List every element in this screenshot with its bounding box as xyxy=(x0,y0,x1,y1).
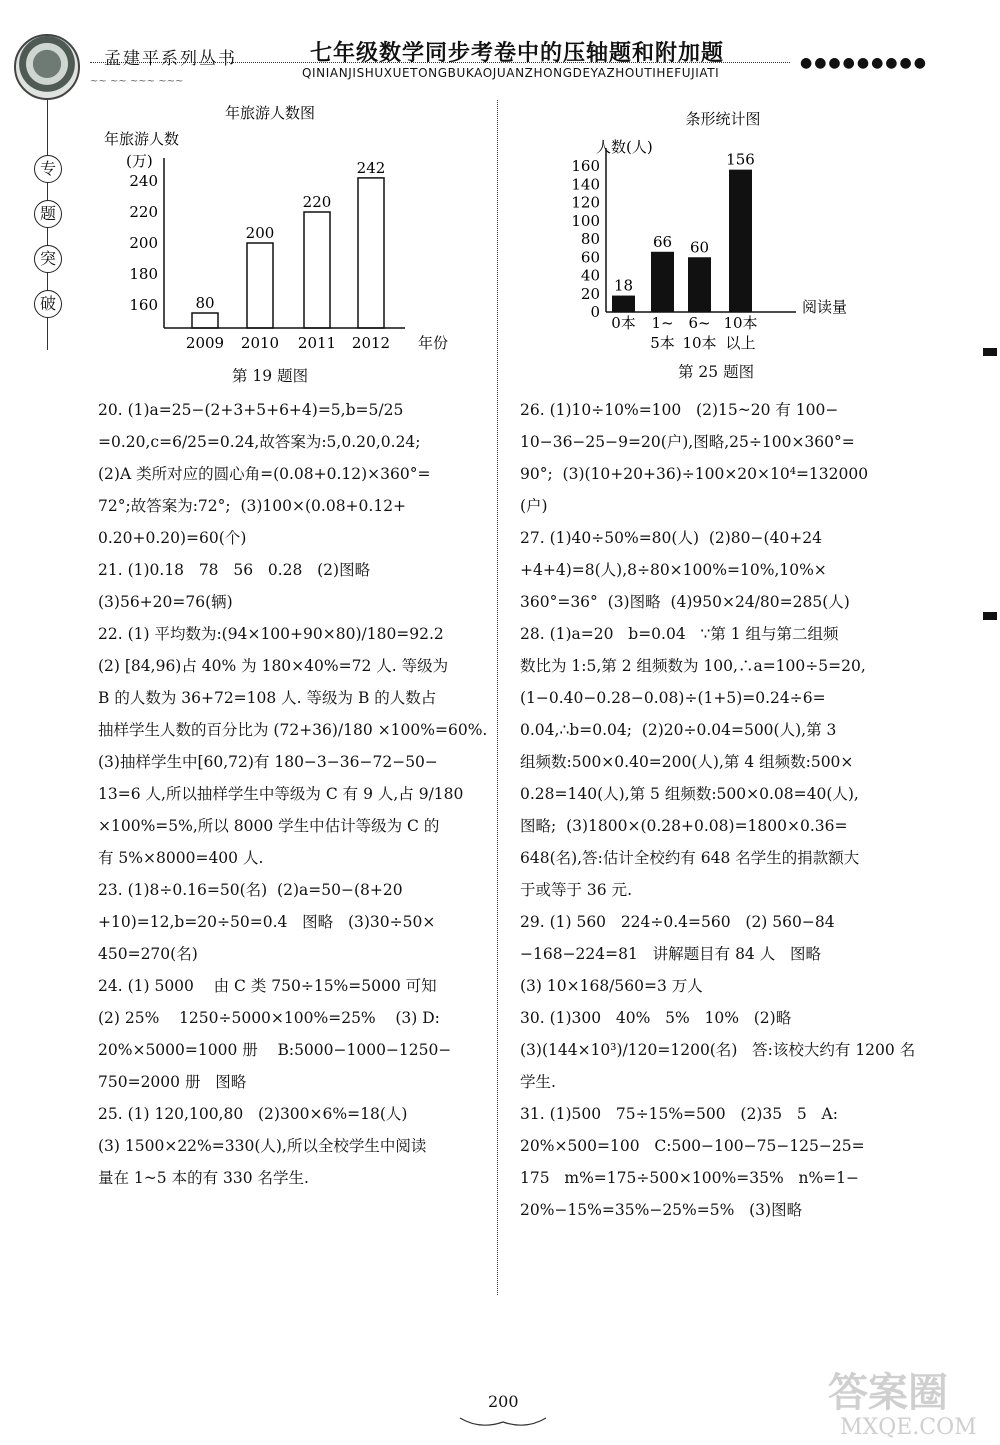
answer-line: (户) xyxy=(520,497,548,515)
header-rule xyxy=(90,62,790,63)
bars xyxy=(611,151,757,352)
answer-line: 10−36−25−9=20(户),图略,25÷100×360°= xyxy=(520,433,855,451)
answer-line: 24. (1) 5000 由 C 类 750÷15%=5000 可知 xyxy=(98,977,437,995)
answer-line: 360°=36° (3)图略 (4)950×24/80=285(人) xyxy=(520,593,850,611)
answer-line: 20. (1)a=25−(2+3+5+6+4)=5,b=5/25 xyxy=(98,401,404,419)
header-ornament: ~~ ~~ ~~~ ~~~ xyxy=(90,76,184,87)
y-tick-label: 20 xyxy=(580,284,600,303)
answer-line: 31. (1)500 75÷15%=500 (2)35 5 A: xyxy=(520,1105,838,1123)
edge-mark xyxy=(983,348,997,356)
answer-line: 数比为 1:5,第 2 组频数为 100,∴a=100÷5=20, xyxy=(520,657,866,675)
x-tick-label: 以上 xyxy=(725,334,756,352)
series-name: 孟建平系列丛书 xyxy=(104,49,237,69)
answer-line: ×100%=5%,所以 8000 学生中估计等级为 C 的 xyxy=(98,817,440,835)
watermark xyxy=(822,1360,992,1440)
y-tick-label: 120 xyxy=(571,193,600,212)
answer-line: 175 m%=175÷500×100%=35% n%=1− xyxy=(520,1169,860,1187)
chart-title: 条形统计图 xyxy=(685,110,761,128)
answer-line: 20%×500=100 C:500−100−75−125−25= xyxy=(520,1137,865,1155)
series-logo xyxy=(14,34,80,100)
answer-line: B 的人数为 36+72=108 人. 等级为 B 的人数占 xyxy=(98,689,437,707)
y-axis-unit: (万) xyxy=(126,152,153,170)
answer-line: (3) 1500×22%=330(人),所以全校学生中阅读 xyxy=(98,1137,427,1155)
y-tick-label: 160 xyxy=(129,296,158,314)
answer-line: 27. (1)40÷50%=80(人) (2)80−(40+24 xyxy=(520,529,823,547)
page-number: 200 xyxy=(488,1392,519,1411)
answer-line: 0.20+0.20)=60(个) xyxy=(98,529,247,547)
bar xyxy=(651,252,674,312)
bar xyxy=(192,313,218,328)
svg-text:答案圈: 答案圈 xyxy=(828,1369,948,1416)
y-tick-label: 100 xyxy=(571,211,600,230)
answer-line: +4+4)=8(人),8÷80×100%=10%,10%× xyxy=(520,561,827,579)
answer-line: =0.20,c=6/25=0.24,故答案为:5,0.20,0.24; xyxy=(98,433,421,451)
x-axis-label: 阅读量 xyxy=(802,298,848,316)
bar-value-label: 156 xyxy=(726,150,755,169)
answer-line: (2)A 类所对应的圆心角=(0.08+0.12)×360°= xyxy=(98,465,431,483)
answer-line: +10)=12,b=20÷50=0.4 图略 (3)30÷50× xyxy=(98,913,436,931)
side-tag-2: 题 xyxy=(34,200,62,228)
left-answers xyxy=(98,394,490,1194)
edge-mark xyxy=(983,612,997,620)
answer-line: 25. (1) 120,100,80 (2)300×6%=18(人) xyxy=(98,1105,408,1123)
x-tick-label: 6~ xyxy=(688,314,711,332)
answer-line: 30. (1)300 40% 5% 10% (2)略 xyxy=(520,1009,792,1027)
y-tick-label: 180 xyxy=(129,265,158,283)
y-tick-label: 0 xyxy=(590,303,600,321)
bar xyxy=(729,170,752,312)
side-tag-4: 破 xyxy=(34,290,62,318)
y-axis-label: 年旅游人数 xyxy=(104,130,180,148)
answer-line: (3)抽样学生中[60,72)有 180−3−36−72−50− xyxy=(98,753,438,771)
y-axis-label: 人数(人) xyxy=(596,138,653,156)
answer-line: 72°;故答案为:72°; (3)100×(0.08+0.12+ xyxy=(98,497,407,515)
answer-line: (3)(144×10³)/120=1200(名) 答:该校大约有 1200 名 xyxy=(520,1041,916,1059)
page-ornament xyxy=(458,1414,548,1430)
y-tick-label: 80 xyxy=(580,230,600,248)
bar xyxy=(358,178,384,328)
answer-line: (2) 25% 1250÷5000×100%=25% (3) D: xyxy=(98,1009,440,1027)
side-tag-1: 专 xyxy=(34,155,62,183)
answer-line: 450=270(名) xyxy=(98,945,198,963)
answer-line: (3)56+20=76(辆) xyxy=(98,593,233,611)
answer-line: 0.04,∴b=0.04; (2)20÷0.04=500(人),第 3 xyxy=(520,721,837,739)
answer-line: 学生. xyxy=(520,1073,556,1091)
chart-caption: 第 19 题图 xyxy=(232,367,309,385)
bar xyxy=(304,212,330,328)
y-tick-label: 240 xyxy=(129,172,158,190)
answer-line: (3) 10×168/560=3 万人 xyxy=(520,977,703,995)
answer-line: (1−0.40−0.28−0.08)÷(1+5)=0.24÷6= xyxy=(520,689,826,707)
x-tick-label: 2011 xyxy=(297,334,337,352)
chart-reading xyxy=(556,104,886,354)
answer-line: 组频数:500×0.40=200(人),第 4 组频数:500× xyxy=(520,753,854,771)
y-tick-label: 200 xyxy=(129,234,158,252)
x-tick-label: 2012 xyxy=(351,334,391,352)
answer-line: 有 5%×8000=400 人. xyxy=(98,849,264,867)
answer-line: 抽样学生人数的百分比为 (72+36)/180 ×100%=60%. xyxy=(98,721,488,739)
bar-value-label: 66 xyxy=(652,232,673,251)
answer-line: 量在 1~5 本的有 330 名学生. xyxy=(98,1169,309,1187)
answer-line: −168−224=81 讲解题目有 84 人 图略 xyxy=(520,945,821,963)
y-tick-label: 140 xyxy=(571,175,600,194)
answer-line: 21. (1)0.18 78 56 0.28 (2)图略 xyxy=(98,561,371,579)
answer-line: (2) [84,96)占 40% 为 180×40%=72 人. 等级为 xyxy=(98,657,449,675)
answer-line: 750=2000 册 图略 xyxy=(98,1073,247,1091)
answer-line: 20%−15%=35%−25%=5% (3)图略 xyxy=(520,1201,803,1219)
bar-value-label: 242 xyxy=(356,158,386,177)
answer-line: 13=6 人,所以抽样学生中等级为 C 有 9 人,占 9/180 xyxy=(98,785,464,803)
y-tick-label: 60 xyxy=(580,248,600,267)
y-ticks xyxy=(129,172,158,314)
x-tick-label: 10本 xyxy=(723,314,758,332)
column-divider xyxy=(497,100,498,1295)
y-ticks xyxy=(571,157,600,321)
x-tick-label: 0本 xyxy=(611,314,636,332)
bar xyxy=(612,296,635,312)
bar-value-label: 220 xyxy=(302,193,332,211)
answer-line: 20%×5000=1000 册 B:5000−1000−1250− xyxy=(98,1041,452,1059)
x-tick-label: 10本 xyxy=(682,334,717,352)
bar-value-label: 18 xyxy=(613,276,634,295)
book-title: 七年级数学同步考卷中的压轴题和附加题 xyxy=(310,40,725,66)
bars xyxy=(186,159,390,352)
watermark-text: MXQE.COM xyxy=(840,1415,977,1440)
right-answers xyxy=(520,394,920,1226)
x-tick-label: 2010 xyxy=(240,334,280,352)
answer-line: 于或等于 36 元. xyxy=(520,881,633,899)
y-tick-label: 220 xyxy=(129,203,158,221)
chart-tourists xyxy=(100,96,480,366)
answer-line: 29. (1) 560 224÷0.4=560 (2) 560−84 xyxy=(520,913,835,931)
bar xyxy=(247,243,273,328)
answer-line: 0.28=140(人),第 5 组频数:500×0.08=40(人), xyxy=(520,785,859,803)
answer-line: 28. (1)a=20 b=0.04 ∵第 1 组与第二组频 xyxy=(520,625,839,643)
answer-line: 90°; (3)(10+20+36)÷100×20×10⁴=132000 xyxy=(520,465,869,483)
y-tick-label: 160 xyxy=(571,157,600,175)
x-axis-label: 年份 xyxy=(418,334,449,352)
bar xyxy=(688,257,711,312)
header-dots: ●●●●●●●●● xyxy=(800,55,928,71)
chart-caption: 第 25 题图 xyxy=(678,363,755,381)
side-tag-3: 突 xyxy=(34,245,62,273)
answer-line: 23. (1)8÷0.16=50(名) (2)a=50−(8+20 xyxy=(98,881,403,899)
x-tick-label: 2009 xyxy=(185,334,225,352)
answer-line: 648(名),答:估计全校约有 648 名学生的捐款额大 xyxy=(520,849,860,867)
y-tick-label: 40 xyxy=(580,266,600,285)
x-tick-label: 1~ xyxy=(651,314,674,332)
book-title-pinyin: QINIANJISHUXUETONGBUKAOJUANZHONGDEYAZHOUTIHEFUJIATI xyxy=(302,66,720,80)
bar-value-label: 80 xyxy=(195,294,215,312)
bar-value-label: 60 xyxy=(689,238,710,257)
chart-title: 年旅游人数图 xyxy=(224,104,316,122)
bar-value-label: 200 xyxy=(245,224,275,242)
answer-line: 图略; (3)1800×(0.28+0.08)=1800×0.36= xyxy=(520,817,848,835)
answer-line: 26. (1)10÷10%=100 (2)15~20 有 100− xyxy=(520,401,839,419)
x-tick-label: 5本 xyxy=(650,334,675,352)
answer-line: 22. (1) 平均数为:(94×100+90×80)/180=92.2 xyxy=(98,625,444,643)
